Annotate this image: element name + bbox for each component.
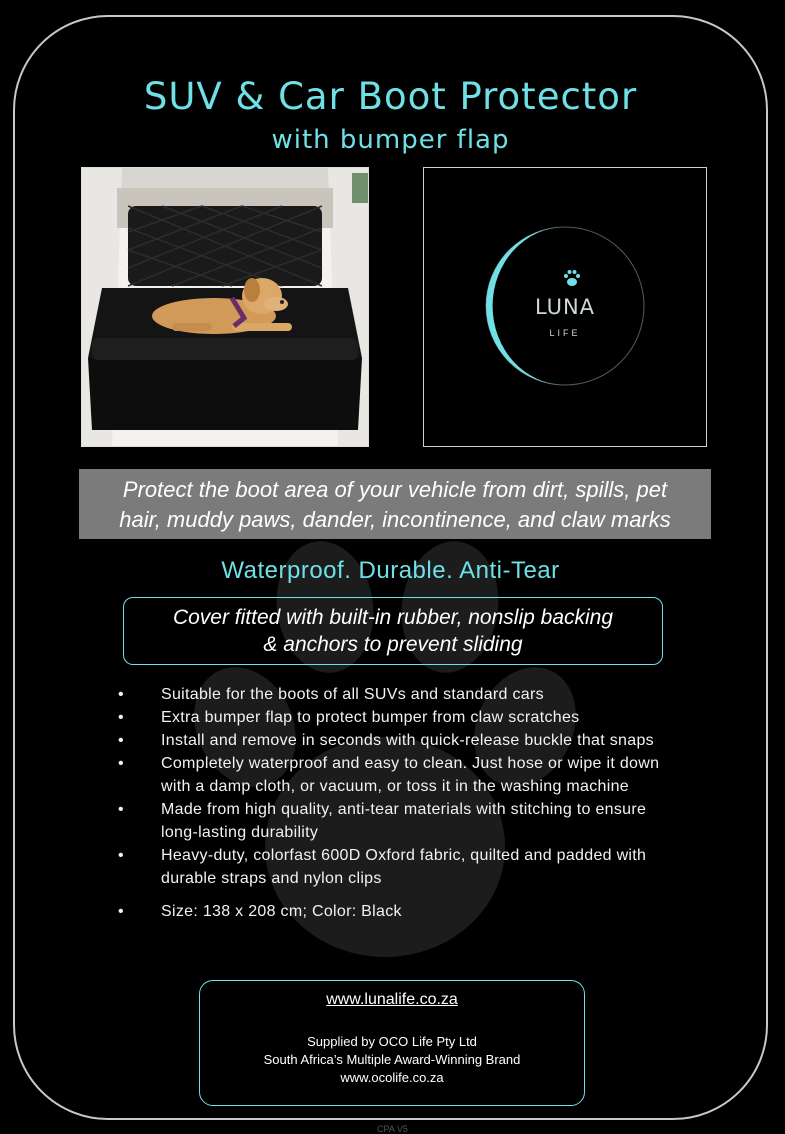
bullet-icon: • xyxy=(118,709,124,726)
list-item: • Made from high quality, anti-tear materials with stitching to ensure long-lasting durability xyxy=(115,798,675,844)
dog-in-boot-image xyxy=(82,168,368,446)
document-code: CPA V5 xyxy=(377,1124,408,1134)
page-subtitle: with bumper flap xyxy=(271,125,510,155)
bullet-icon: • xyxy=(118,847,124,864)
product-photo xyxy=(81,167,369,447)
brand-tagline: LIFE xyxy=(549,328,581,338)
company-url: www.ocolife.co.za xyxy=(340,1070,444,1085)
bullet-icon: • xyxy=(118,686,124,703)
list-item: • Extra bumper flap to protect bumper from claw scratches xyxy=(115,706,675,729)
footer-contact xyxy=(199,980,585,1106)
paw-icon xyxy=(562,268,582,288)
website-link[interactable]: www.lunalife.co.za xyxy=(326,991,458,1008)
bullet-icon: • xyxy=(118,732,124,749)
brand-name: LUNA xyxy=(534,295,596,319)
bullet-icon: • xyxy=(118,755,124,772)
page-title: SUV & Car Boot Protector xyxy=(143,75,638,118)
list-item: • Size: 138 x 208 cm; Color: Black xyxy=(115,900,675,923)
brand-line: South Africa’s Multiple Award-Winning Brand xyxy=(263,1052,521,1067)
list-item: • Heavy-duty, colorfast 600D Oxford fabric, quilted and padded with durable straps and nylon clips xyxy=(115,844,675,890)
supplied-by: Supplied by OCO Life Pty Ltd xyxy=(307,1034,477,1049)
list-item: • Completely waterproof and easy to clean. Just hose or wipe it down with a damp cloth, or vacuum, or toss it in the washing machine xyxy=(115,752,675,798)
fitted-line-1: Cover fitted with built-in rubber, nonslip backing xyxy=(172,606,614,629)
brand-logo-panel xyxy=(423,167,707,447)
fitted-callout xyxy=(123,597,663,665)
bullet-icon: • xyxy=(118,801,124,818)
list-item: • Install and remove in seconds with quick-release buckle that snaps xyxy=(115,729,675,752)
bullet-icon: • xyxy=(118,903,124,920)
fitted-line-2: & anchors to prevent sliding xyxy=(263,633,523,656)
features-tagline: Waterproof. Durable. Anti-Tear xyxy=(221,557,560,584)
banner-line-2: hair, muddy paws, dander, incontinence, and claw marks xyxy=(119,507,671,532)
feature-list xyxy=(115,683,675,923)
supplier-info xyxy=(200,1033,584,1087)
list-item: • Suitable for the boots of all SUVs and standard cars xyxy=(115,683,675,706)
protect-banner xyxy=(79,469,711,539)
product-sheet xyxy=(13,15,768,1120)
banner-line-1: Protect the boot area of your vehicle from dirt, spills, pet xyxy=(122,477,668,502)
